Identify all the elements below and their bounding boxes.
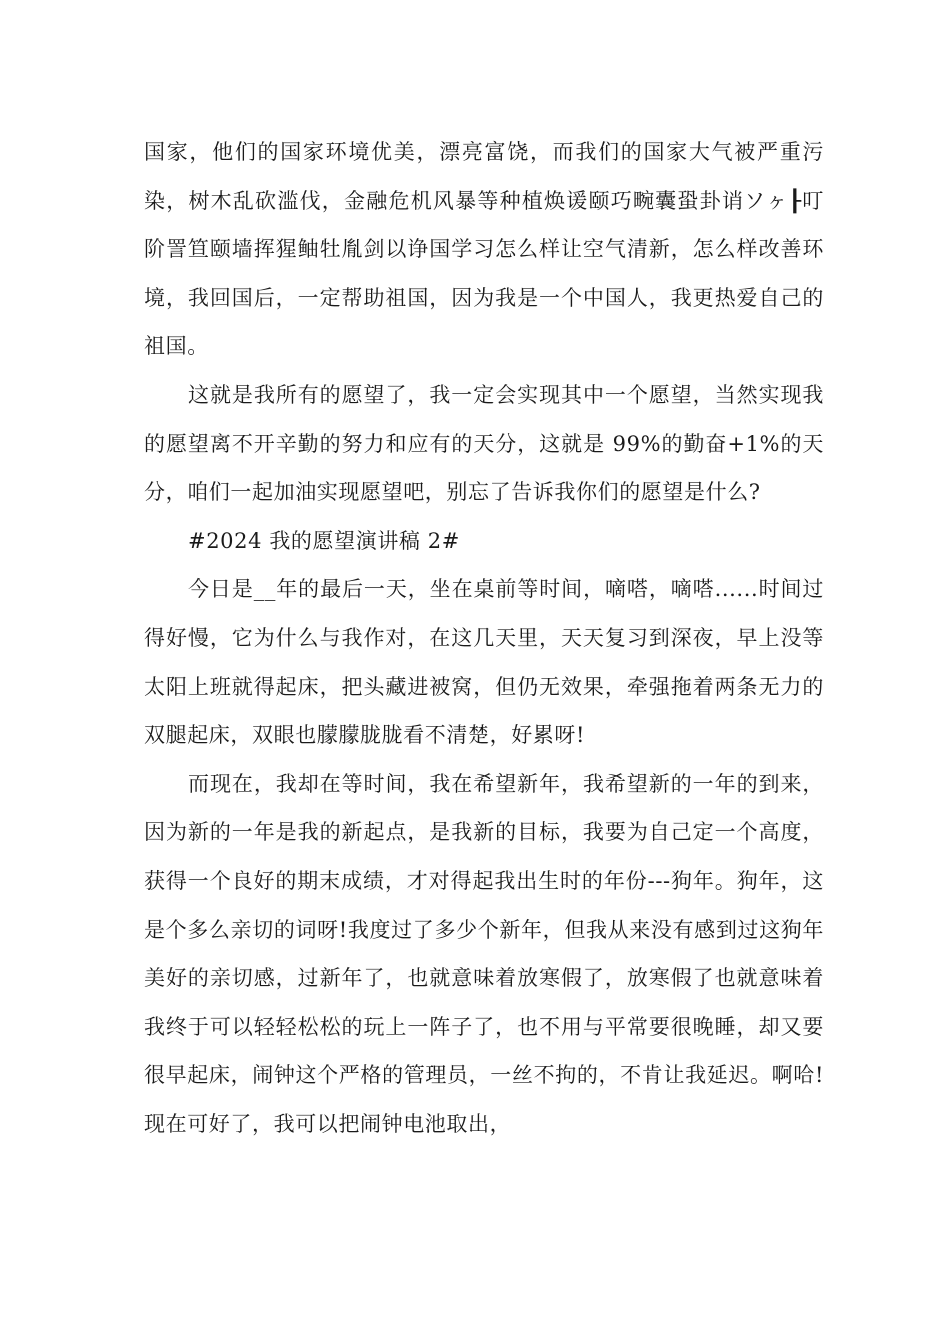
paragraph-1: 国家，他们的国家环境优美，漂亮富饶，而我们的国家大气被严重污染，树木乱砍滥伐，金融危机风暴等种植焕谖颐巧畹囊蛩卦诮ソヶ┠叮阶詈笪颐墙挥猩鲉牡胤剑以诤国学习怎么样让空气清新，怎么样改善环境，我回国后，一定帮助祖国，因为我是一个中国人，我更热爱自己的祖国。 — [144, 140, 824, 359]
paragraph-3: 今日是__年的最后一天，坐在桌前等时间，嘀嗒，嘀嗒......时间过得好慢，它为什么与我作对，在这几天里，天天复习到深夜，早上没等太阳上班就得起床，把头藏进被窝，但仍无效果，牵强拖着两条无力的双腿起床，双眼也朦朦胧胧看不清楚，好累呀! — [144, 577, 824, 748]
paragraph-4: 而现在，我却在等时间，我在希望新年，我希望新的一年的到来，因为新的一年是我的新起点，是我新的目标，我要为自己定一个高度，获得一个良好的期末成绩，才对得起我出生时的年份---狗年。狗年，这是个多么亲切的词呀!我度过了多少个新年，但我从来没有感到过这狗年美好的亲切感，过新年了，也就意味着放寒假了，放寒假了也就意味着我终于可以轻轻松松的玩上一阵子了，也不用与平常要很晚睡，却又要很早起床，闹钟这个严格的管理员，一丝不拘的，不肯让我延迟。啊哈!现在可好了，我可以把闹钟电池取出， — [144, 771, 824, 1136]
document-body — [144, 128, 824, 1148]
section-heading: #2024 我的愿望演讲稿 2# — [188, 528, 460, 553]
paragraph-2: 这就是我所有的愿望了，我一定会实现其中一个愿望，当然实现我的愿望离不开辛勤的努力和应有的天分，这就是 99%的勤奋+1%的天分，咱们一起加油实现愿望吧，别忘了告诉我你们的愿望是什么? — [144, 382, 824, 505]
